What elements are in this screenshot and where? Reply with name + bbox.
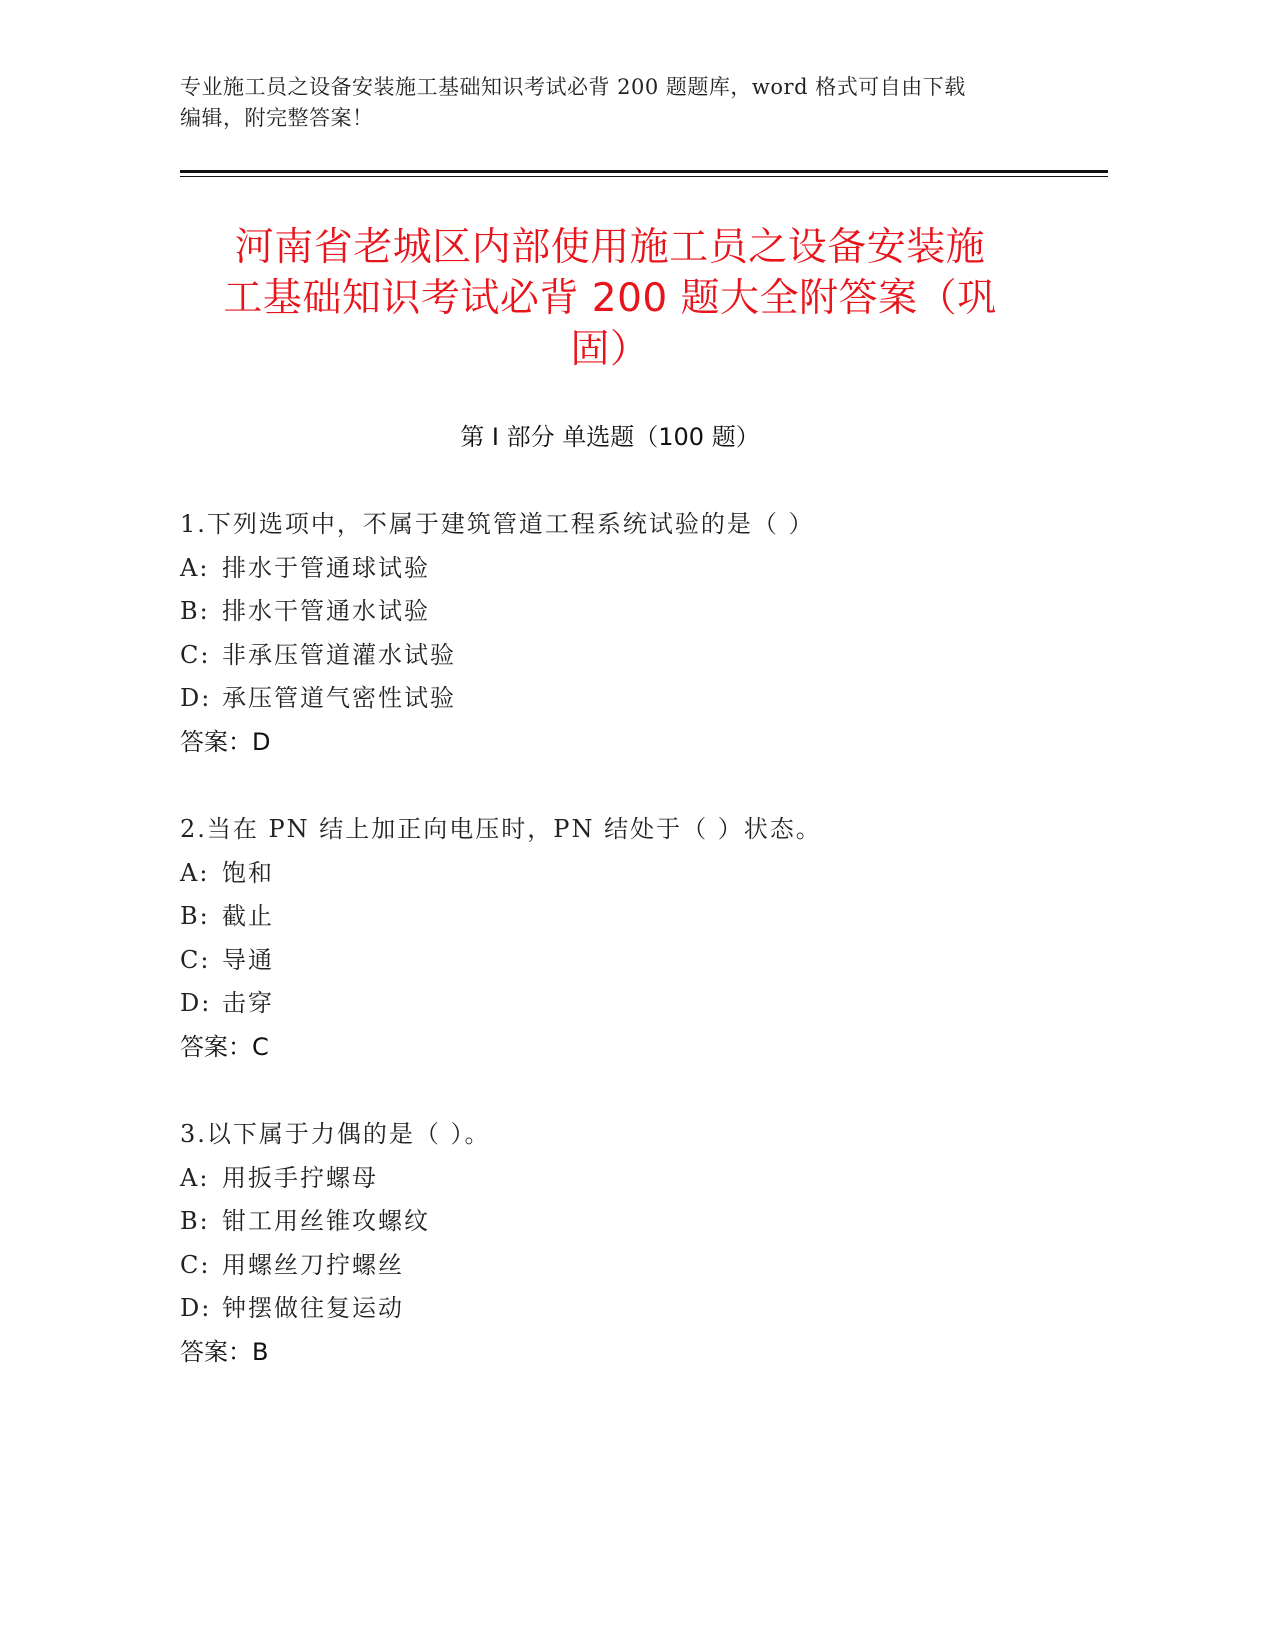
option-letter: C: bbox=[180, 640, 211, 669]
option-d bbox=[180, 677, 1080, 721]
question-stem: 2.当在 PN 结上加正向电压时，PN 结处于（ ）状态。 bbox=[180, 815, 822, 843]
header-divider-thick bbox=[180, 170, 1108, 173]
option-letter: D: bbox=[180, 684, 212, 712]
option-letter: C: bbox=[180, 945, 211, 974]
option-letter: D: bbox=[180, 1294, 212, 1322]
option-text: 用扳手拧螺母 bbox=[222, 1163, 378, 1192]
option-a bbox=[180, 547, 1080, 591]
option-b bbox=[180, 1200, 1080, 1244]
option-c bbox=[180, 939, 1080, 983]
option-letter: B: bbox=[180, 902, 210, 930]
option-b bbox=[180, 895, 1080, 939]
option-text: 击穿 bbox=[222, 989, 274, 1017]
option-d bbox=[180, 982, 1080, 1026]
option-text: 饱和 bbox=[222, 858, 274, 887]
question-1 bbox=[180, 503, 1080, 764]
option-c bbox=[180, 1244, 1080, 1288]
answer: 答案：B bbox=[180, 1337, 269, 1366]
question-2 bbox=[180, 808, 1080, 1069]
option-letter: C: bbox=[180, 1250, 211, 1279]
option-letter: A: bbox=[180, 553, 210, 582]
header-note-line-1: 专业施工员之设备安装施工基础知识考试必背 200 题题库，word 格式可自由下载 bbox=[180, 75, 966, 99]
header-divider-thin bbox=[180, 176, 1108, 177]
option-text: 非承压管道灌水试验 bbox=[222, 640, 456, 669]
option-c bbox=[180, 634, 1080, 678]
option-text: 用螺丝刀拧螺丝 bbox=[222, 1250, 404, 1279]
option-letter: B: bbox=[180, 1207, 210, 1235]
answer: 答案：C bbox=[180, 1032, 269, 1061]
option-a bbox=[180, 1157, 1080, 1201]
option-text: 钳工用丝锥攻螺纹 bbox=[222, 1207, 430, 1235]
document-title-line-1: 河南省老城区内部使用施工员之设备安装施 bbox=[234, 225, 986, 270]
option-text: 截止 bbox=[222, 902, 274, 930]
question-3 bbox=[180, 1113, 1080, 1374]
document-title bbox=[180, 222, 1040, 375]
option-letter: D: bbox=[180, 989, 212, 1017]
option-text: 排水干管通水试验 bbox=[222, 597, 430, 625]
option-letter: A: bbox=[180, 1163, 210, 1192]
question-stem: 1.下列选项中，不属于建筑管道工程系统试验的是（ ） bbox=[180, 510, 815, 538]
question-stem: 3.以下属于力偶的是（ ）。 bbox=[180, 1120, 491, 1148]
option-text: 导通 bbox=[222, 945, 274, 974]
section-title: 第 I 部分 单选题（100 题） bbox=[460, 423, 760, 451]
answer: 答案：D bbox=[180, 727, 271, 756]
option-b bbox=[180, 590, 1080, 634]
header-note bbox=[180, 72, 1040, 134]
option-text: 承压管道气密性试验 bbox=[222, 684, 456, 712]
option-letter: A: bbox=[180, 858, 210, 887]
document-title-line-2: 工基础知识考试必背 200 题大全附答案（巩 bbox=[223, 276, 997, 321]
document-title-line-3: 固） bbox=[570, 327, 650, 372]
option-letter: B: bbox=[180, 597, 210, 625]
option-text: 排水于管通球试验 bbox=[222, 553, 430, 582]
option-text: 钟摆做往复运动 bbox=[222, 1294, 404, 1322]
option-d bbox=[180, 1287, 1080, 1331]
option-a bbox=[180, 852, 1080, 896]
header-note-line-2: 编辑，附完整答案！ bbox=[180, 106, 374, 130]
